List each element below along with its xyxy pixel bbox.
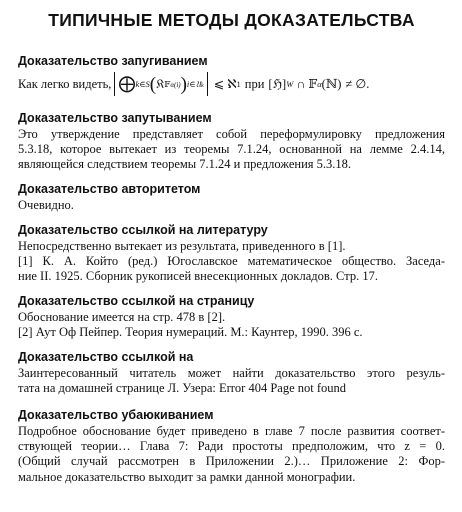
body-line: Обоснование имеется на стр. 478 в [2].: [18, 310, 226, 324]
f-term: 𝔽: [308, 77, 318, 91]
section-body: [18, 198, 445, 213]
section-body: [18, 239, 445, 285]
section-body: [18, 366, 445, 396]
section-heading: Доказательство запутыванием: [18, 111, 212, 125]
section-heading: Доказательство ссылкой на литературу: [18, 223, 268, 237]
direct-sum-symbol: ⨁: [118, 74, 136, 93]
section-heading: Доказательство убаюкиванием: [18, 408, 214, 422]
body-line: Непосредственно вытекает из результата, приведенного в [1].: [18, 239, 346, 253]
section-body: [18, 424, 445, 485]
aleph-index: 1: [236, 79, 241, 89]
body-line: являющейся следствием теоремы 7.1.24 и предложения 5.3.18.: [18, 157, 352, 172]
h-term: [ℌ]: [268, 77, 287, 91]
section-lulling: [18, 408, 445, 485]
formula-tail: ≠ ∅.: [345, 77, 370, 91]
section-heading: Доказательство авторитетом: [18, 182, 201, 196]
reference-line: [2] Аут Оф Пейпер. Теория нумераций. М.: Каунтер, 1990. 396 с.: [18, 325, 363, 340]
relation-symbol: ⩽: [213, 77, 225, 91]
body-line: (Общий случай рассмотрен в Приложении 2.)… Приложение 2: Фор-: [18, 454, 445, 469]
section-body: [18, 127, 445, 173]
direct-sum-index: k∈S: [135, 78, 150, 89]
formula-k-term: 𝔎: [156, 76, 165, 91]
formula-line: [18, 71, 445, 97]
body-line: ствующей теории… Глава 7: Ради простоты предположим, что z = 0.: [18, 439, 445, 454]
aleph-symbol: ℵ: [227, 77, 237, 91]
section-heading: Доказательство запугиванием: [18, 54, 208, 68]
page-title: ТИПИЧНЫЕ МЕТОДЫ ДОКАЗАТЕЛЬСТВА: [48, 10, 415, 30]
section-literature-reference: [18, 223, 445, 285]
formula-k-sup: 𝔽α(i): [164, 78, 181, 89]
section-reference-to: [18, 350, 445, 396]
h-index: W: [286, 79, 294, 89]
body-line: Это утверждение представляет собой переформулировку предложения: [18, 127, 445, 141]
body-line: Очевидно.: [18, 198, 74, 212]
section-heading: Доказательство ссылкой на страницу: [18, 294, 255, 308]
section-body: [18, 310, 445, 340]
body-line: тата на домашней странице Л. Узера: Error 404 Page not found: [18, 381, 347, 396]
n-term: (ℕ): [321, 77, 342, 91]
formula-paren-close: ): [180, 73, 187, 95]
section-heading: Доказательство ссылкой на: [18, 350, 194, 364]
formula-abs: [114, 72, 207, 96]
reference-line: ние II. 1925. Сборник рукописей внесекционных докладов. Стр. 17.: [18, 269, 378, 284]
intersection-symbol: ∩: [296, 76, 306, 91]
condition-word: при: [244, 76, 265, 91]
section-obfuscation: [18, 111, 445, 173]
body-line: Заинтересованный читатель может найти доказательство этого резуль-: [18, 366, 445, 380]
section-page-reference: [18, 294, 445, 340]
section-intimidation: [18, 54, 445, 97]
f-sup: α: [317, 79, 322, 89]
body-line: мальное доказательство выходит за рамки данной монографии.: [18, 469, 356, 484]
reference-line: [1] К. А. Който (ред.) Югославское математическое общество. Заседа-: [18, 254, 445, 269]
formula-outer-index: i∈𝔘k: [186, 78, 204, 89]
body-line: Подробное обоснование будет приведено в главе 7 после развития соответ-: [18, 424, 445, 438]
body-line: 5.3.18, которое вытекает из теоремы 7.1.24, основанной на лемме 2.4.14,: [18, 142, 445, 157]
formula-prefix: Как легко видеть,: [18, 76, 112, 91]
formula-paren-open: (: [149, 73, 157, 95]
section-authority: [18, 182, 445, 213]
